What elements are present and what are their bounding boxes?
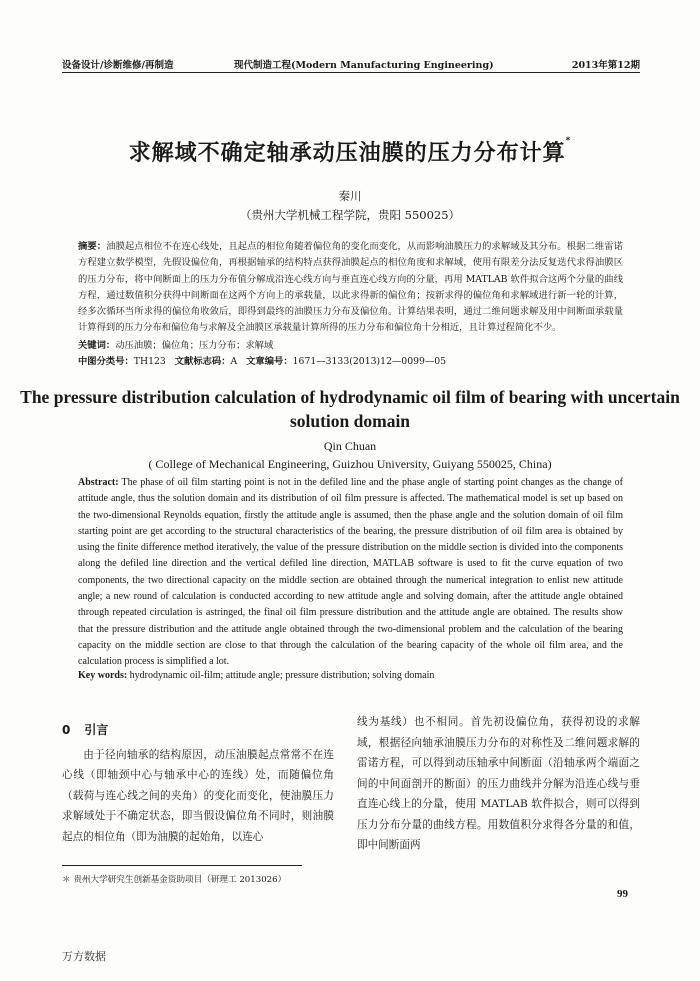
body-column-left: [62, 712, 334, 847]
footnote-rule: [62, 865, 302, 866]
abstract-text-en: The phase of oil film starting point is not in the defiled line and the phase angle of starting point changes as the change of attitude angle, thus the solution domain and its distribution of oil film pressure is affected. The mathematical model is set up based on the two-dimensional Reynolds equation, firstly the attitude angle is assumed, then the phase angle and the solution domain of oil film starting point are get according to the structural characteristics of the bearing, the pressure distribution of oil film area is obtained by using the finite difference method iteratively, the value of the pressure distribution on the middle section is divided into the components along the defiled line direction and the vertical defiled line direction, MATLAB software is used to fit the curve equation of two components, the two directional capacity on the middle section are obtained through the numerical integration to enlist new attitude angle; a new round of calculation is conducted according to new attitude angle and solving domain, after the attitude angle obtained through repeated circulation is astringed, the final oil film pressure distribution and the attitude angle are obtained. The results show that the pressure distribution and the attitude angle obtained through the two-dimensional problem and the calculation of the bearing capacity on the middle section are close to that through the calculation of the bearing capacity of the whole oil film area, and the calculation process is simplified a lot.: [78, 477, 623, 668]
classification-chinese: 中图分类号：TH123 文献标志码：A 文章编号：1671—3133(2013)12—0099—05: [78, 356, 447, 367]
affiliation-chinese: （贵州大学机械工程学院，贵阳 550025）: [239, 208, 461, 222]
keywords-text-cn: 动压油膜；偏位角；压力分布；求解域: [115, 340, 274, 351]
abstract-label-cn: 摘要：: [78, 241, 107, 252]
keywords-text-en: hydrodynamic oil-film; attitude angle; pressure distribution; solving domain: [127, 670, 435, 681]
abstract-text-cn: 油膜起点相位不在连心线处，且起点的相位角随着偏位角的变化而变化，从而影响油膜压力的求解域及其分布。根据二维雷诺方程建立数学模型，先假设偏位角，再根据轴承的结构特点获得油膜起点的相位角度和求解域，使用有限差分法反复迭代求得油膜区的压力分布，将中间断面上的压力分布值分解成沿连心线方向与垂直连心线方向的分量，再用 MATLAB 软件拟合这两个分量的曲线方程，通过数值积分获得中间断面在这两个方向上的承载量，以此求得新的偏位角；按新求得的偏位角和求解域进行新一轮的计算，经多次循环当所求得的偏位角收敛后，即得到最终的油膜压力分布及偏位角。计算结果表明，通过二维问题求解及用中间断面承载量计算得到的压力分布和偏位角与求解及全油膜区承载量计算所得的压力分布和偏位角十分相近，且计算过程简化不少。: [78, 241, 623, 334]
body-column-right: [357, 712, 640, 856]
keywords-label-cn: 关键词：: [78, 340, 116, 351]
footnote: ＊ 贵州大学研究生创新基金资助项目（研理工 2013026）: [62, 875, 287, 885]
keywords-label-en: Key words:: [78, 670, 128, 681]
affiliation-english: ( College of Mechanical Engineering, Guizhou University, Guiyang 550025, China): [148, 457, 552, 471]
keywords-english: [78, 670, 623, 681]
author-english: Qin Chuan: [323, 439, 377, 453]
page-number: 99: [617, 888, 628, 900]
header-journal: 现代制造工程(Modern Manufacturing Engineering): [234, 60, 494, 71]
keywords-chinese: [78, 337, 623, 351]
author-chinese: 秦川: [338, 189, 362, 203]
section-heading: [62, 720, 334, 741]
abstract-label-en: Abstract:: [78, 477, 119, 488]
title-chinese: 求解域不确定轴承动压油膜的压力分布计算*: [128, 136, 572, 166]
watermark: 万方数据: [62, 950, 106, 963]
abstract-english: [78, 475, 623, 671]
abstract-chinese: [78, 239, 623, 337]
header-section: 设备设计/诊断维修/再制造: [62, 60, 174, 71]
title-english: The pressure distribution calculation of hydrodynamic oil film of bearing with uncertain solution domain: [20, 387, 680, 431]
header-issue: 2013年第12期: [571, 60, 640, 71]
body-paragraph-left: 由于径向轴承的结构原因，动压油膜起点常常不在连心线（即轴颈中心与轴承中心的连线）处，而随偏位角（载荷与连心线之间的夹角）的变化而变化，使油膜压力求解域处于不确定状态，即当假设偏位角不同时，则油膜起点的相位角（即为油膜的起始角，以连心: [62, 748, 334, 843]
section-number: 0: [62, 723, 71, 737]
body-paragraph-right: 线为基线）也不相同。首先初设偏位角，获得初设的求解域，根据径向轴承油膜压力分布的对称性及二维问题求解的雷诺方程，可以得到动压轴承中间断面（沿轴承两个端面之间的中间面剖开的断面）的压力曲线并分解为沿连心线与垂直连心线上的分量，使用 MATLAB 软件拟合，则可以得到压力分布分量的曲线方程。用数值积分求得各分量的和值，即中间断面两: [357, 716, 640, 851]
title-footnote-mark: *: [565, 136, 572, 146]
section-title: 引言: [84, 723, 109, 737]
header-rule: [62, 72, 640, 73]
